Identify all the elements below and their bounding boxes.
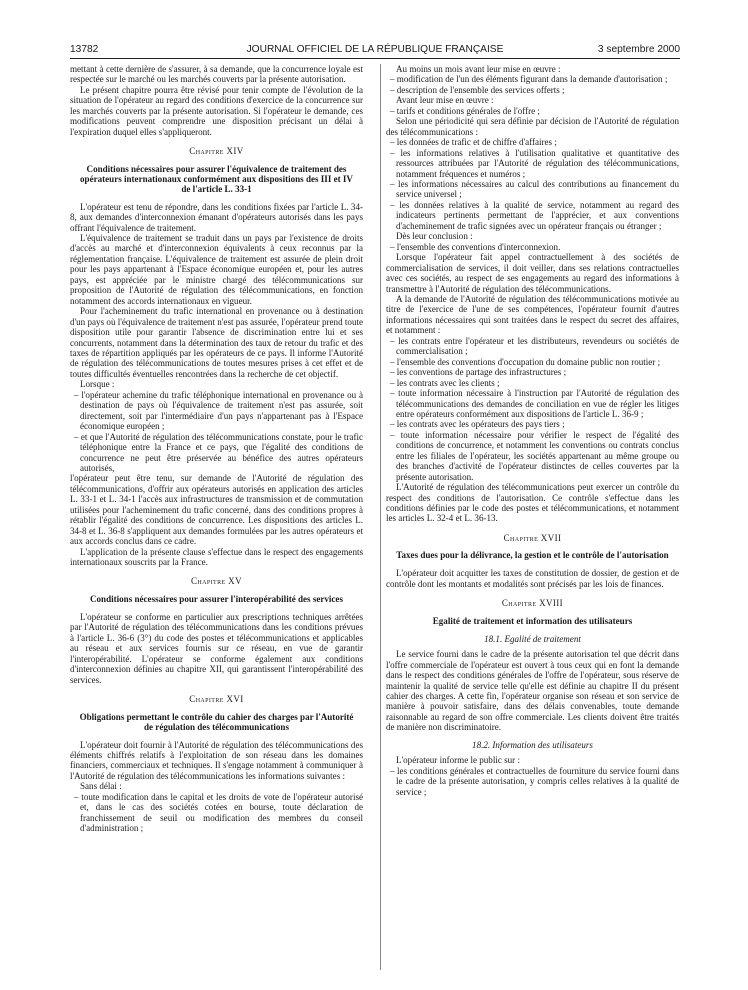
dash-item: – toute information nécessaire pour vérifier le respect de l'égalité des conditions de concurrence, et notamment les conventions ou contrats conclus entre les filiales de l'opérateur, les sociétés appartenant au même groupe ou des branches d'activité de l'opérateur distinctes de celles couvertes par la présente autorisation.: [390, 429, 679, 482]
paragraph: Dès leur conclusion :: [396, 231, 473, 242]
chapter-label: Chapitre XV: [191, 576, 242, 587]
paragraph: mettant à cette dernière de s'assurer, à sa demande, que la concurrence loyale est respectée sur le marché ou les marchés couverts par la présente autorisation.: [70, 64, 363, 85]
paragraph: A la demande de l'Autorité de régulation des télécommunications motivée au titre de l'exercice de l'une de ses compétences, l'opérateur fournit d'autres informations nécessaires qui sont traitées dans le respect du secret des affaires, et notamment :: [386, 293, 679, 336]
chapter-title: Taxes dues pour la délivrance, la gestion et le contrôle de l'autorisation: [396, 550, 669, 561]
right-column: [386, 64, 679, 797]
chapter-label: Chapitre XVII: [503, 532, 562, 543]
paragraph: Avant leur mise en œuvre :: [396, 95, 494, 106]
dash-item: – description de l'ensemble des services offerts ;: [390, 84, 565, 95]
dash-item: – modification de l'un des éléments figurant dans la demande d'autorisation ;: [390, 74, 668, 85]
paragraph: L'application de la présente clause s'effectue dans le respect des engagements internationaux souscrits par la France.: [70, 546, 363, 568]
paragraph: Sans délai :: [80, 781, 122, 792]
dash-item: – et que l'Autorité de régulation des télécommunications constate, pour le trafic téléphonique entre la France et ce pays, que l'égalité des conditions de concurrence ne peut être préservée au bénéfice des autres opérateurs autorisés,: [74, 431, 363, 473]
dash-item: – les contrats entre l'opérateur et les distributeurs, revendeurs ou sociétés de commercialisation ;: [390, 335, 679, 357]
paragraph: L'Autorité de régulation des télécommunications peut exercer un contrôle du respect des conditions de l'autorisation. Ce contrôle s'effectue dans les conditions définies par le code des postes et télécommunications, et notamment les articles L. 32-4 et L. 36-13.: [386, 482, 679, 524]
paragraph: Le service fourni dans le cadre de la présente autorisation tel que décrit dans l'offre commerciale de l'opérateur est ouvert à tous ceux qui en font la demande dans le respect des conditions générales de l'offre de l'opérateur, sous réserve de maintenir la qualité de service telle qu'elle est définie au chapitre II du présent cahier des charges. A cette fin, l'opérateur organise son réseau et son service de manière à pouvoir satisfaire, dans des délais convenables, toute demande raisonnable au regard de son offre commerciale. Les clients doivent être traités de manière non discriminatoire.: [386, 649, 679, 733]
section-heading: 18.2. Information des utilisateurs: [472, 739, 593, 750]
paragraph: Pour l'acheminement du trafic international en provenance ou à destination d'un pays où l'équivalence de traitement n'est pas assurée, l'opérateur prend toute disposition utile pour garantir l'absence de discrimination entre lui et ses concurrents, notamment dans la détermination des taux de retour du trafic et des taxes de répartition appliqués par les opérateurs de ce pays. Il informe l'Autorité de régulation des télécommunications de toutes mesures prises à cet effet et de toutes difficultés éventuelles rencontrées dans la recherche de cet objectif.: [70, 306, 363, 379]
paragraph: l'opérateur peut être tenu, sur demande de l'Autorité de régulation des télécommunications, d'offrir aux opérateurs autorisés en application des articles L. 33-1 et L. 34-1 l'accès aux infrastructures de transmission et de commutation utilisées pour l'acheminement du trafic concerné, dans des conditions propres à rétablir l'égalité des conditions de concurrence. Les dispositions des articles L. 34-8 et L. 36-8 s'appliquent aux demandes formulées par les autres opérateurs et aux accords conclus dans ce cadre.: [70, 473, 363, 547]
section-heading: 18.1. Egalité de traitement: [484, 633, 581, 644]
dash-item: – les conditions générales et contractuelles de fourniture du service fourni dans le cadre de la présente autorisation, y compris celles relatives à la qualité de service ;: [390, 765, 679, 797]
dash-item: – les données de trafic et de chiffre d'affaires ;: [390, 137, 557, 148]
paragraph: L'opérateur doit acquitter les taxes de constitution de dossier, de gestion et de contrôle dont les montants et modalités sont précisés par les lois de finances.: [386, 568, 679, 589]
column-separator: [380, 64, 381, 970]
paragraph: Le présent chapitre pourra être révisé pour tenir compte de l'évolution de la situation de l'opérateur au regard des conditions d'exercice de la concurrence sur les marchés couverts par la présente autorisation. Si l'opérateur le demande, ces modifications peuvent comprendre une disposition précisant un délai à l'expiration duquel elles s'appliqueront.: [70, 84, 363, 137]
journal-title: JOURNAL OFFICIEL DE LA RÉPUBLIQUE FRANÇAISE: [246, 44, 504, 55]
dash-item: – toute information nécessaire à l'instruction par l'Autorité de régulation des télécommunications des demandes de conciliation en vue de régler les litiges entre opérateurs conformément aux dispositions de l'article L. 36-9 ;: [390, 388, 679, 419]
paragraph: Selon une périodicité qui sera définie par décision de l'Autorité de régulation des télécommunications :: [386, 116, 679, 137]
publication-date: 3 septembre 2000: [597, 44, 680, 55]
page-header: [70, 44, 680, 58]
dash-item: – l'ensemble des conventions d'interconnexion.: [390, 241, 561, 252]
paragraph: L'opérateur informe le public sur :: [396, 755, 520, 766]
paragraph: L'opérateur doit fournir à l'Autorité de régulation des télécommunications des éléments chiffrés relatifs à l'exploitation de son réseau dans les domaines financiers, commerciaux et techniques. Il s'engage notamment à communiquer à l'Autorité de régulation des télécommunications les informations suivantes :: [70, 739, 363, 781]
paragraph: Lorsque :: [80, 379, 115, 390]
paragraph: L'équivalence de traitement se traduit dans un pays par l'existence de droits d'accès au marché et d'interconnexion équivalents à ceux reconnus par la réglementation française. L'équivalence de traitement est assurée de plein droit pour les pays appartenant à l'Espace économique européen et, pour les autres pays, est appréciée par le ministre chargé des télécommunications sur proposition de l'Autorité de régulation des télécommunications, en fonction notamment des accords internationaux en vigueur.: [70, 232, 363, 306]
paragraph: L'opérateur est tenu de répondre, dans les conditions fixées par l'article L. 34-8, aux demandes d'interconnexion émanant d'opérateurs autorisés dans les pays offrant l'équivalence de traitement.: [70, 201, 363, 233]
chapter-title: Conditions nécessaires pour assurer l'équivalence de traitement des opérateurs internationaux conformément aux dispositions des III et IV de l'article L. 33-1: [80, 163, 353, 194]
dash-item: – les contrats avec les opérateurs des pays tiers ;: [390, 419, 565, 430]
dash-item: – les contrats avec les clients ;: [390, 377, 500, 388]
chapter-title: Egalité de traitement et information des utilisateurs: [432, 615, 633, 626]
page-number: 13782: [70, 44, 99, 55]
chapter-label: Chapitre XVI: [189, 694, 244, 705]
dash-item: – tarifs et conditions générales de l'offre ;: [390, 105, 540, 116]
paragraph: L'opérateur se conforme en particulier aux prescriptions techniques arrêtées par l'Autorité de régulation des télécommunications dans les conditions prévues à l'article L. 36-6 (3°) du code des postes et télécommunications et applicables au réseau et aux services fournis sur ce réseau, en vue de garantir l'interopérabilité. L'opérateur se conforme également aux conditions d'interconnexion définies au chapitre XII, qui garantissent l'interopérabilité des services.: [70, 611, 363, 685]
dash-item: – les informations relatives à l'utilisation qualitative et quantitative des ressources attribuées par l'Autorité de régulation des télécommunications, notamment fréquences et numéros ;: [390, 147, 679, 179]
dash-item: – les conventions de partage des infrastructures ;: [390, 367, 567, 378]
dash-item: – l'ensemble des conventions d'occupation du domaine public non routier ;: [390, 356, 661, 367]
paragraph: Lorsque l'opérateur fait appel contractuellement à des sociétés de commercialisation de services, il doit veiller, dans ses relations contractuelles avec ces sociétés, au respect de ses engagements au regard des informations à transmettre à l'Autorité de régulation des télécommunications.: [386, 252, 679, 294]
chapter-label: Chapitre XIV: [189, 146, 244, 157]
dash-item: – l'opérateur achemine du trafic téléphonique international en provenance ou à destination de pays où l'équivalence de traitement n'est pas assurée, soit directement, soit par l'intermédiaire d'un pays n'appartenant pas à l'Espace économique européen ;: [74, 389, 363, 432]
chapter-title: Obligations permettant le contrôle du cahier des charges par l'Autorité de régulation des télécommunications: [79, 711, 354, 732]
chapter-label: Chapitre XVIII: [501, 598, 564, 609]
paragraph: Au moins un mois avant leur mise en œuvre :: [396, 64, 561, 74]
dash-item: – toute modification dans le capital et les droits de vote de l'opérateur autorisé et, dans le cas des sociétés cotées en bourse, toute déclaration de franchissement de seuil ou modification des membres du conseil d'administration ;: [74, 791, 363, 834]
dash-item: – les données relatives à la qualité de service, notamment au regard des indicateurs pertinents permettant de l'apprécier, et aux conventions d'acheminement de trafic signées avec un opérateur français ou étranger ;: [390, 199, 679, 231]
left-column: [70, 64, 363, 834]
dash-item: – les informations nécessaires au calcul des contributions au financement du service universel ;: [390, 178, 679, 200]
chapter-title: Conditions nécessaires pour assurer l'interopérabilité des services: [90, 593, 343, 604]
header-rule: [70, 58, 680, 59]
